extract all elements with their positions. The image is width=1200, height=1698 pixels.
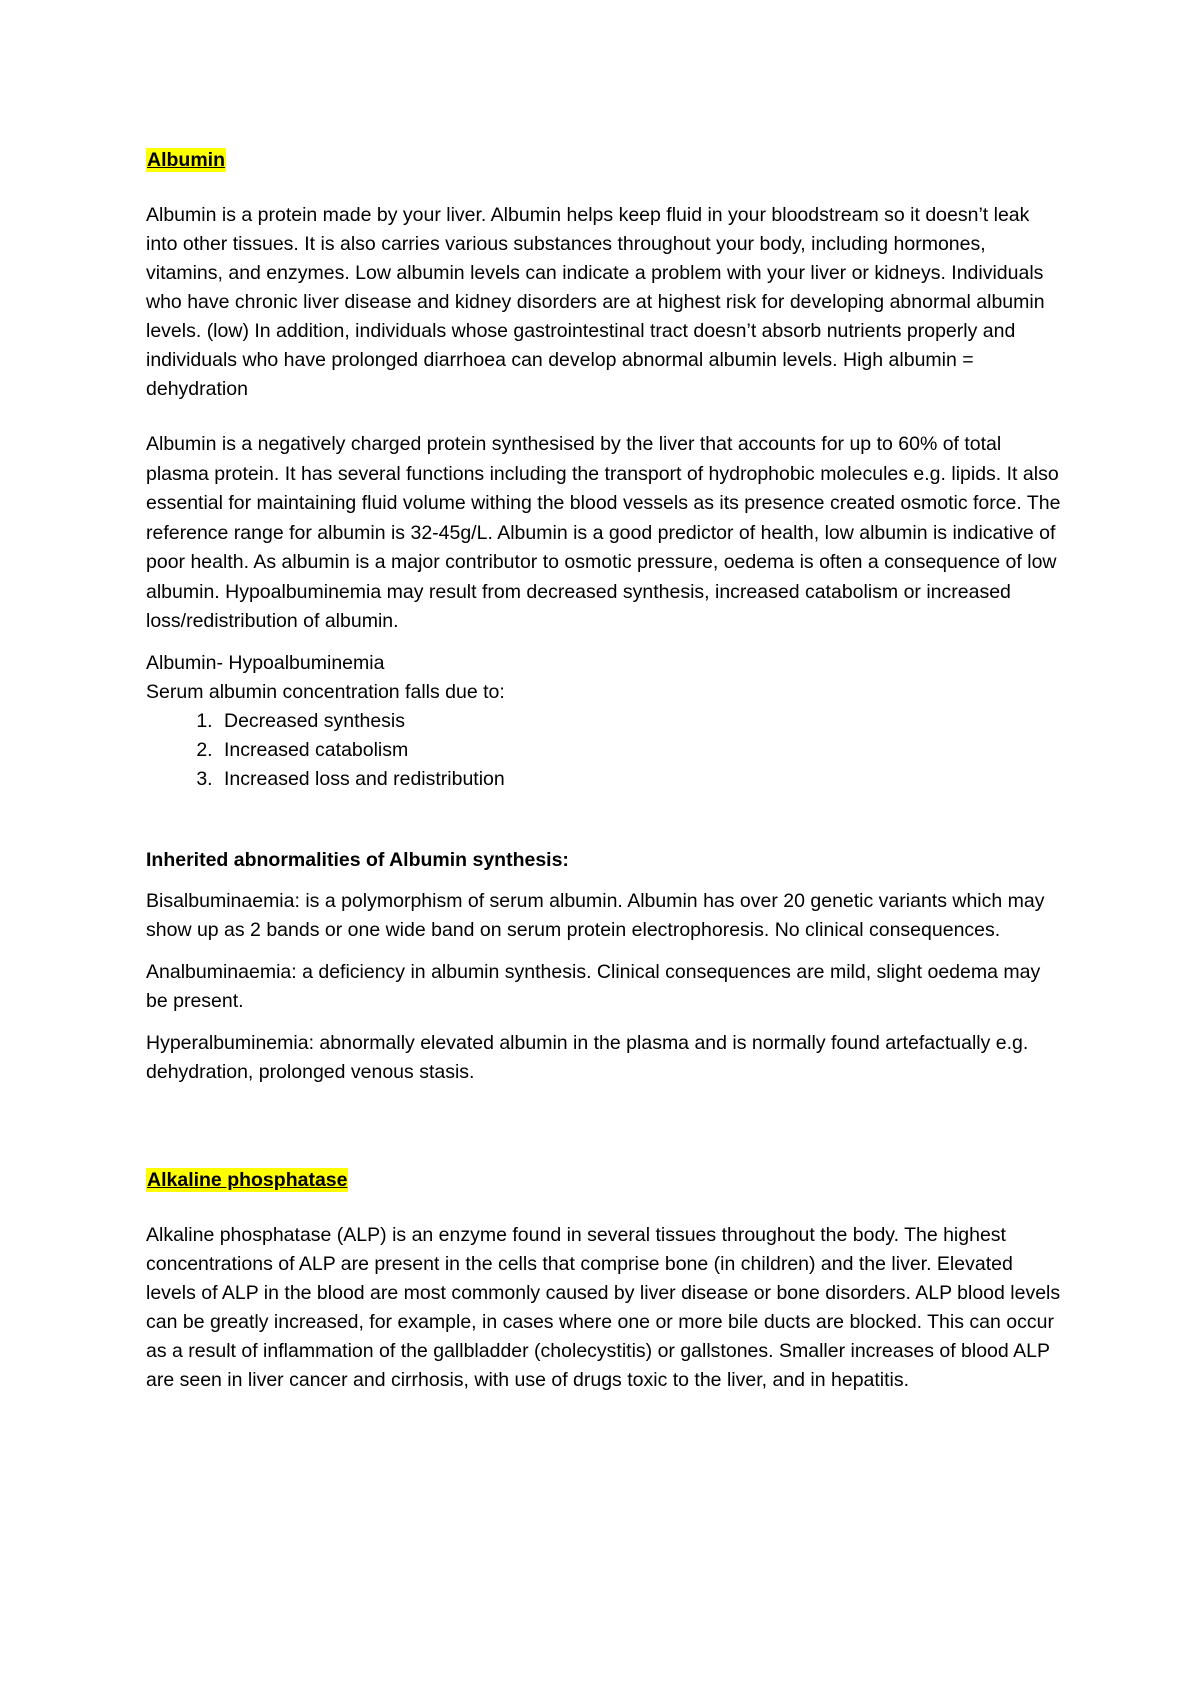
alkaline-phosphatase-heading: Alkaline phosphatase: [147, 1168, 348, 1191]
inherited-abnormalities-heading: Inherited abnormalities of Albumin synthesis:: [146, 848, 569, 871]
list-item: 2. Increased catabolism: [218, 736, 1066, 765]
albumin-paragraph-1: Albumin is a protein made by your liver. Albumin helps keep fluid in your bloodstream so it doesn’t leak into other tissues. It is also carries various substances throughout your body, including hormones, vitamins, and enzymes. Low albumin levels can indicate a problem with your liver or kidneys. Individuals who have chronic liver disease and kidney disorders are at highest risk for developing abnormal albumin levels. (low) In addition, individuals whose gastrointestinal tract doesn’t absorb nutrients properly and individuals who have prolonged diarrhoea can develop abnormal albumin levels. High albumin = dehydration: [146, 204, 1045, 400]
list-item: 3. Increased loss and redistribution: [218, 765, 1066, 794]
hyperalbuminemia-paragraph: Hyperalbuminemia: abnormally elevated albumin in the plasma and is normally found artefactually e.g. dehydration, prolonged venous stasis.: [146, 1031, 1029, 1083]
hypoalbuminemia-causes-list: [146, 707, 1066, 794]
list-item: 1. Decreased synthesis: [218, 707, 1066, 736]
hypoalbuminemia-title: Albumin- Hypoalbuminemia: [146, 651, 385, 674]
analbuminaemia-paragraph: Analbuminaemia: a deficiency in albumin synthesis. Clinical consequences are mild, slight oedema may be present.: [146, 960, 1041, 1012]
alkaline-phosphatase-paragraph: Alkaline phosphatase (ALP) is an enzyme found in several tissues throughout the body. The highest concentrations of ALP are present in the cells that comprise bone (in children) and the liver. Elevated levels of ALP in the blood are most commonly caused by liver disease or bone disorders. ALP blood levels can be greatly increased, for example, in cases where one or more bile ducts are blocked. This can occur as a result of inflammation of the gallbladder (cholecystitis) or gallstones. Smaller increases of blood ALP are seen in liver cancer and cirrhosis, with use of drugs toxic to the liver, and in hepatitis.: [146, 1223, 1061, 1391]
document-page: [146, 146, 1066, 1395]
albumin-paragraph-2: Albumin is a negatively charged protein synthesised by the liver that accounts for up to 60% of total plasma protein. It has several functions including the transport of hydrophobic molecules e.g. lipids. It also essential for maintaining fluid volume withing the blood vessels as its presence created osmotic force. The reference range for albumin is 32-45g/L. Albumin is a good predictor of health, low albumin is indicative of poor health. As albumin is a major contributor to osmotic pressure, oedema is often a consequence of low albumin. Hypoalbuminemia may result from decreased synthesis, increased catabolism or increased loss/redistribution of albumin.: [146, 433, 1061, 632]
bisalbuminaemia-paragraph: Bisalbuminaemia: is a polymorphism of serum albumin. Albumin has over 20 genetic variants which may show up as 2 bands or one wide band on serum protein electrophoresis. No clinical consequences.: [146, 889, 1045, 941]
hypoalbuminemia-intro: Serum albumin concentration falls due to:: [146, 680, 505, 703]
albumin-heading: Albumin: [147, 149, 225, 171]
